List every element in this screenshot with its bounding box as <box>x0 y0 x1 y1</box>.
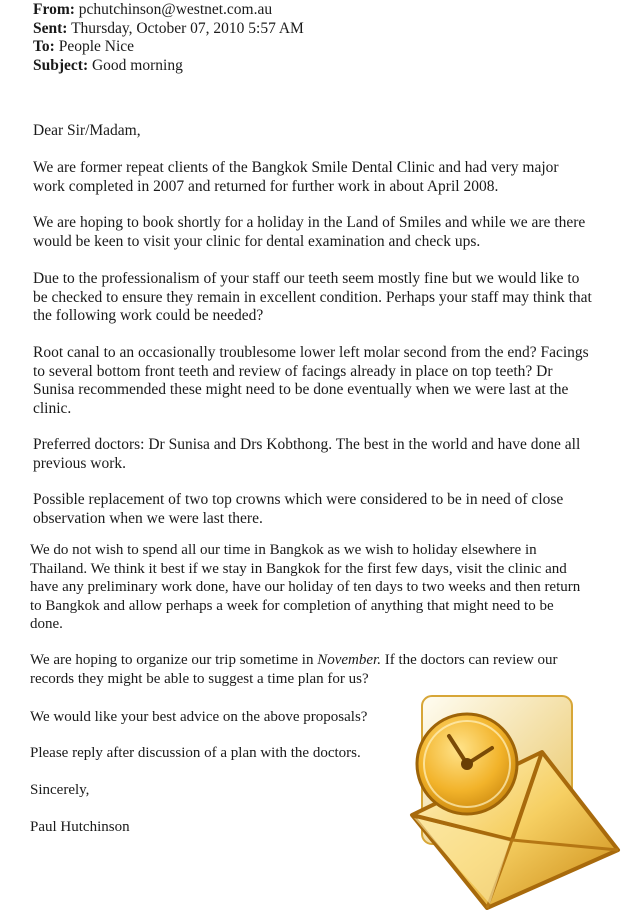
paragraph-reply: Please reply after discussion of a plan with the doctors. <box>30 745 361 761</box>
from-value: pchutchinson@westnet.com.au <box>78 1 273 18</box>
subject-value: Good morning <box>91 56 183 74</box>
to-line: To: People Nice <box>33 38 135 55</box>
paragraph-holiday: We are hoping to book shortly for a holiday in the Land of Smiles and while we are there would be keen to visit your clinic for dental examination and check ups. <box>33 214 586 250</box>
to-value: People Nice <box>58 38 135 55</box>
clock-icon <box>417 714 517 814</box>
sent-value: Thursday, October 07, 2010 5:57 AM <box>71 19 304 37</box>
november-italic: November. <box>317 652 381 668</box>
paragraph-itinerary: We do not wish to spend all our time in Bangkok as we wish to holiday elsewhere in Thailand. We think it best if we stay in Bangkok for the first few days, visit the clinic and have any preliminary work done, have our holiday of ten days to two weeks and then return to Bangkok and allow perhaps a week for completion of anything that might need to be done. <box>30 542 581 632</box>
paragraph-crowns: Possible replacement of two top crowns which were considered to be in need of close observation when we were last there. <box>33 491 564 527</box>
email-header <box>33 1 304 75</box>
paragraph-preferred-doctors: Preferred doctors: Dr Sunisa and Drs Kobthong. The best in the world and have done all previous work. <box>33 436 581 472</box>
subject-line: Subject: Good morning <box>33 56 183 74</box>
paragraph-professionalism: Due to the professionalism of your staff our teeth seem mostly fine but we would like to be checked to ensure they remain in excellent condition. Perhaps your staff may think that the following work could be needed? <box>33 270 592 324</box>
outlook-clock-envelope-icon <box>392 690 624 912</box>
sent-line: Sent: Thursday, October 07, 2010 5:57 AM <box>33 19 304 37</box>
paragraph-former-clients: We are former repeat clients of the Bangkok Smile Dental Clinic and had very major work completed in 2007 and returned for further work in about April 2008. <box>33 159 559 195</box>
paragraph-advice: We would like your best advice on the above proposals? <box>30 709 368 725</box>
closing: Sincerely, <box>30 782 90 798</box>
paragraph-november: We are hoping to organize our trip sometime in November. If the doctors can review our records they might be able to suggest a time plan for us? <box>30 652 558 687</box>
greeting: Dear Sir/Madam, <box>33 122 141 139</box>
signature: Paul Hutchinson <box>30 819 130 835</box>
from-line: From: pchutchinson@westnet.com.au <box>33 1 273 18</box>
paragraph-root-canal: Root canal to an occasionally troublesome lower left molar second from the end? Facings to several bottom front teeth and review of facings already in place on top teeth? Dr Sunisa recommended these might need to be done eventually when we were last at the clinic. <box>33 344 589 417</box>
